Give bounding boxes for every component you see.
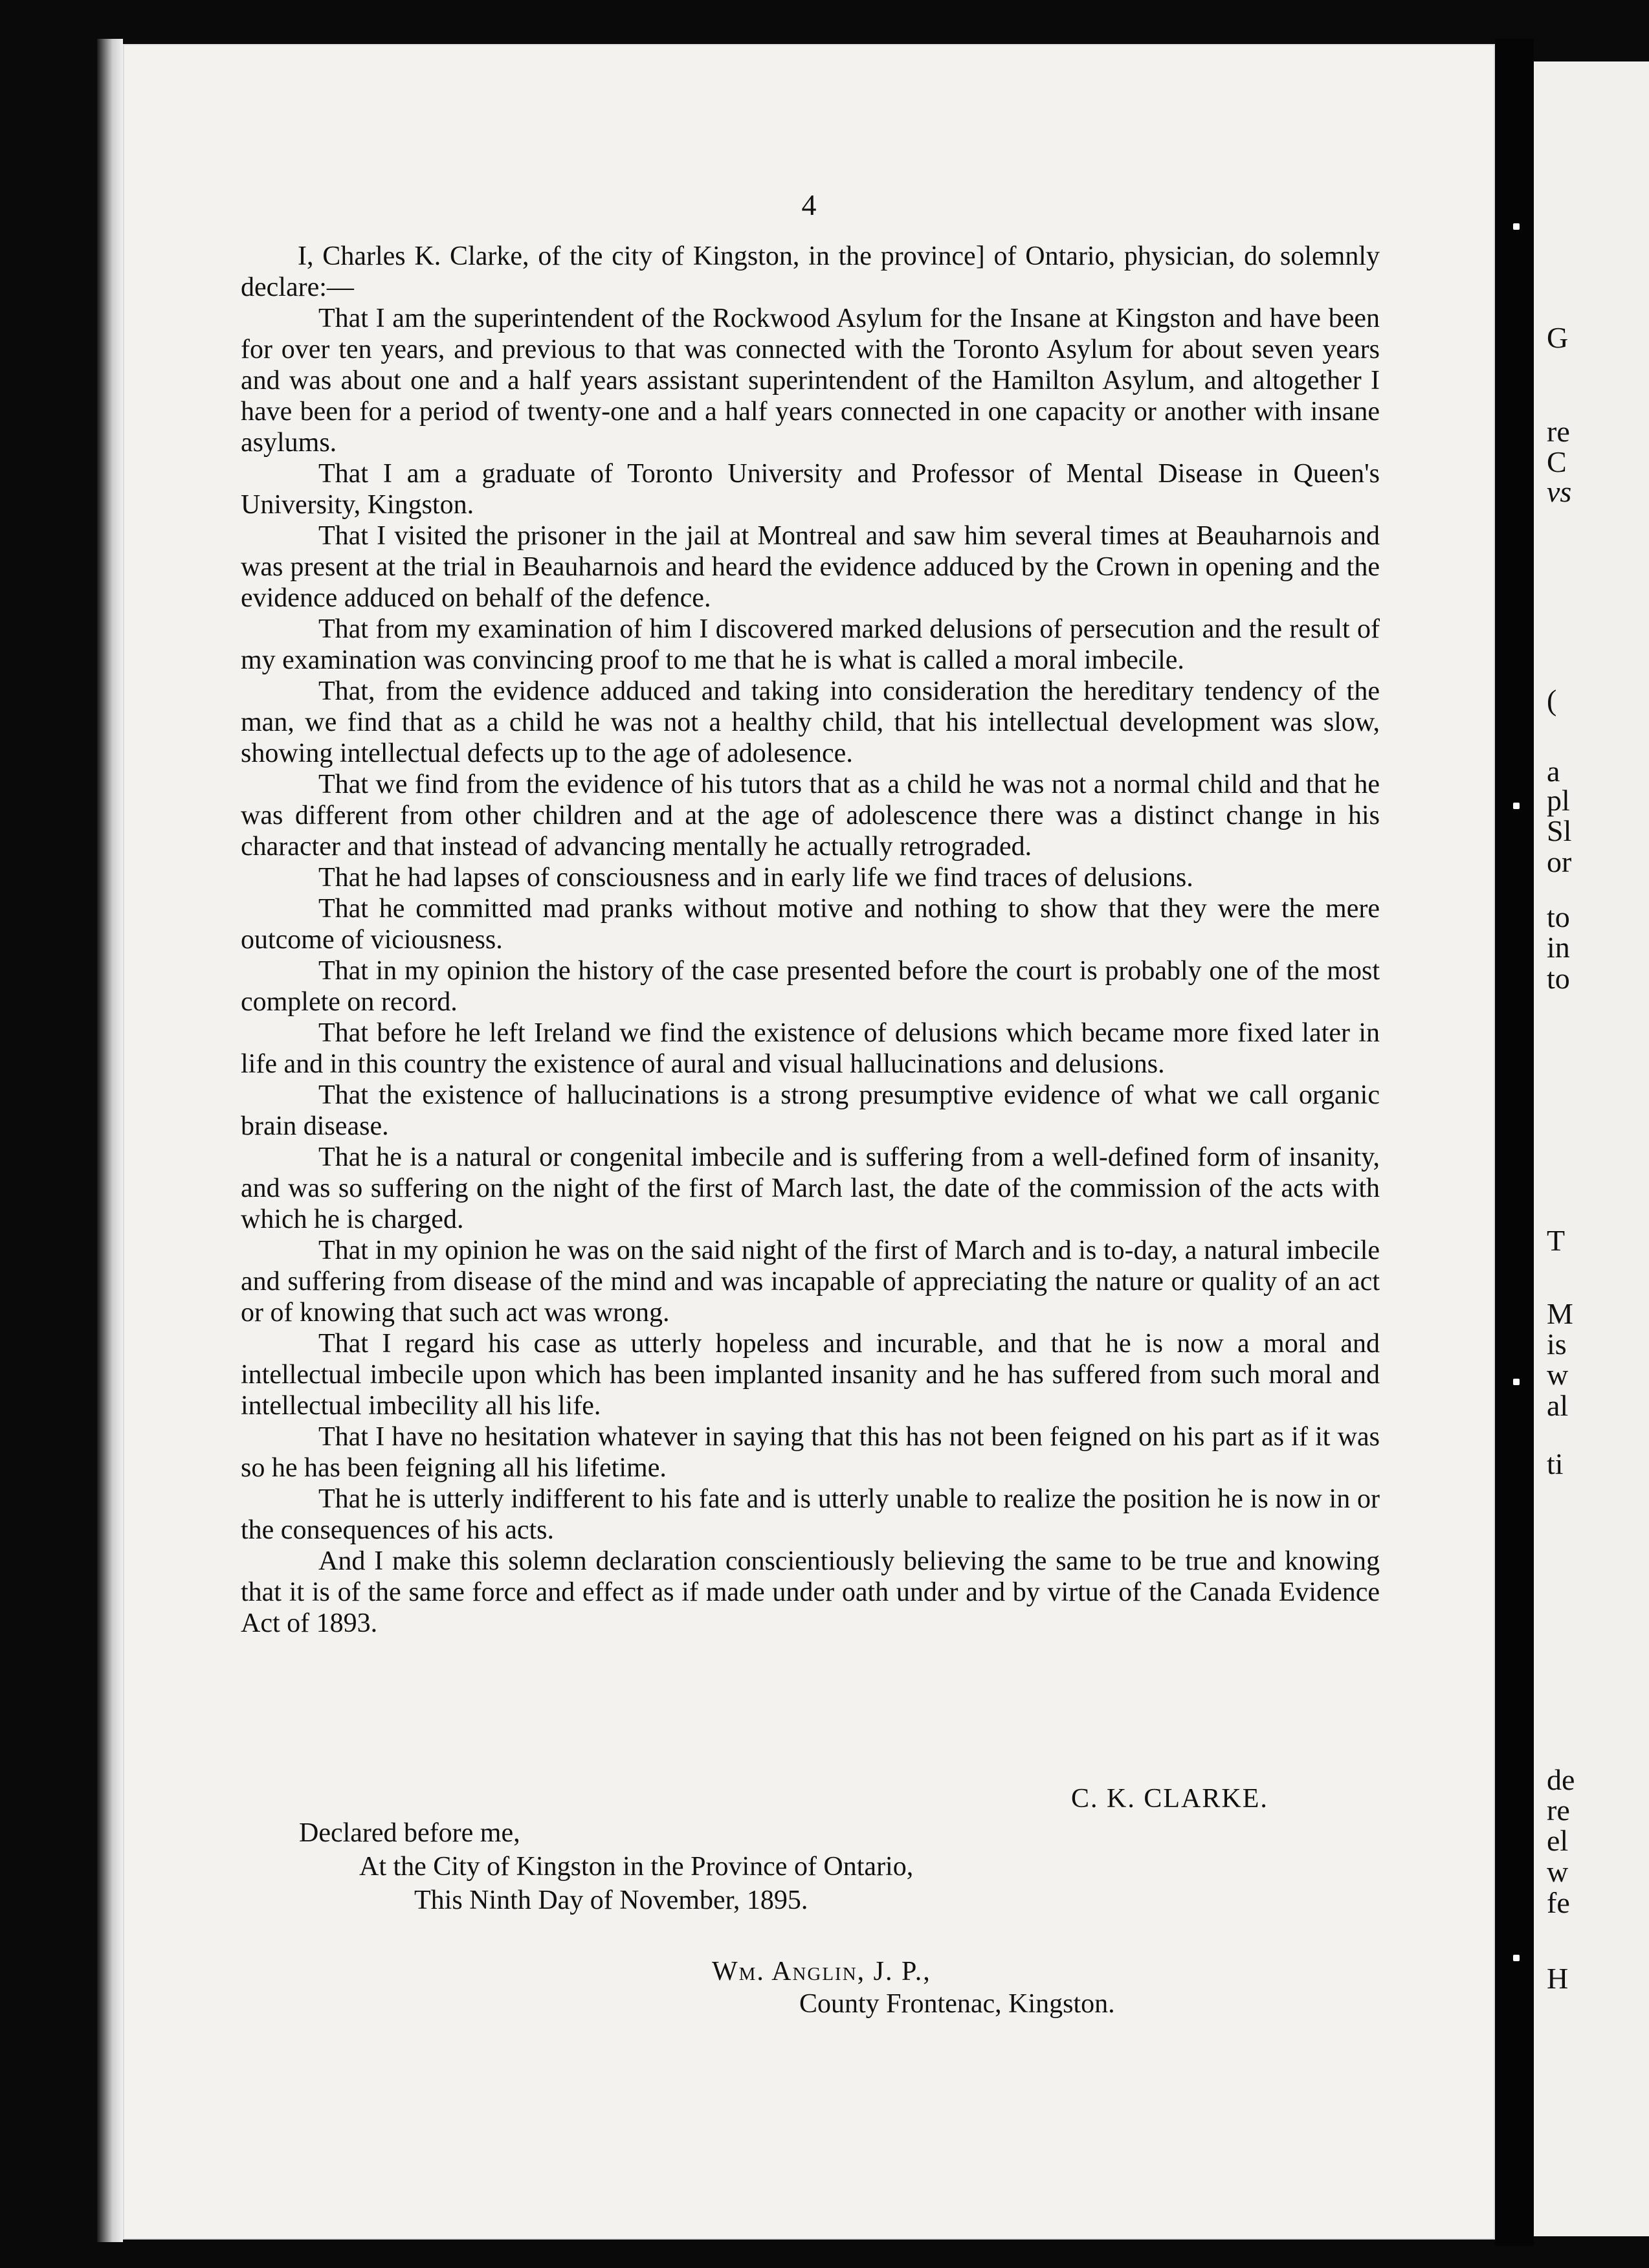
fragment-text: Sl: [1547, 814, 1572, 847]
paragraph: That before he left Ireland we find the existence of delusions which became more fixed later in life and in this country the existence of aural and visual hallucinations and delusions.: [241, 1018, 1380, 1079]
paragraph: That, from the evidence adduced and taking into consideration the hereditary tendency of the man, we find that as a child he was not a healthy child, that his intellectual development was slow, showing intellectual defects up to the age of adolesence.: [241, 676, 1380, 768]
fragment-text: G: [1547, 321, 1569, 354]
fragment-text: a: [1547, 755, 1560, 788]
fragment-text: pl: [1547, 784, 1570, 817]
fragment-text: (: [1547, 684, 1557, 717]
fragment-text: to: [1547, 900, 1570, 933]
paragraph: That I have no hesitation whatever in saying that this has not been feigned on his part as if it was so he has been feigning all his lifetime.: [241, 1422, 1380, 1483]
page-number: 4: [801, 188, 817, 221]
fragment-text: el: [1547, 1824, 1569, 1857]
paragraph: That the existence of hallucinations is a strong presumptive evidence of what we call organic brain disease.: [241, 1080, 1380, 1141]
fragment-text: or: [1547, 845, 1572, 878]
fragment-text: H: [1547, 1962, 1569, 1995]
paragraph: That he had lapses of consciousness and in early life we find traces of delusions.: [318, 863, 1193, 893]
paragraph: That he is a natural or congenital imbecile and is suffering from a well-defined form of insanity, and was so suffering on the night of the first of March last, the date of the commission of the acts with which he is charged.: [241, 1142, 1380, 1234]
adjacent-page-fragment: [1534, 61, 1649, 2236]
paragraph: That we find from the evidence of his tutors that as a child he was not a normal child and that he was different from other children and at the age of adolescence there was a distinct change in his character and that instead of advancing mentally he actually retrograded.: [241, 770, 1380, 862]
fragment-text: re: [1547, 415, 1570, 448]
paragraph: That from my examination of him I discovered marked delusions of persecution and the result of my examination was convincing proof to me that he is what is called a moral imbecile.: [241, 614, 1380, 675]
signature: C. K. CLARKE.: [1071, 1784, 1268, 1814]
fragment-text: to: [1547, 962, 1570, 995]
paragraph: That I am a graduate of Toronto University and Professor of Mental Disease in Queen's University, Kingston.: [241, 459, 1380, 520]
paragraph: That I am the superintendent of the Rockwood Asylum for the Insane at Kingston and have been for over ten years, and previous to that was connected with the Toronto Asylum for about seven years and was about one and a half years assistant superintendent of the Hamilton Asylum, and altogether I have been for a period of twenty-one and a half years connected in one capacity or another with insane asylums.: [241, 304, 1380, 458]
fragment-text: ti: [1547, 1447, 1564, 1480]
paragraph: That in my opinion he was on the said night of the first of March and is to-day, a natural imbecile and suffering from disease of the mind and was incapable of appreciating the nature or quality of an act or of knowing that such act was wrong.: [241, 1236, 1380, 1328]
fragment-text: w: [1547, 1855, 1569, 1888]
paragraph: That I regard his case as utterly hopeless and incurable, and that he is now a moral and intellectual imbecile upon which has been implanted insanity and he has suffered from such moral and intellectual imbecility all his life.: [241, 1329, 1380, 1421]
film-mark: [1513, 803, 1520, 809]
fragment-text: M: [1547, 1297, 1573, 1330]
fragment-text: C: [1547, 445, 1567, 478]
film-mark: [1513, 1955, 1520, 1961]
declaration-body: [241, 241, 1380, 1639]
declared-line-2: At the City of Kingston in the Province of Ontario,: [359, 1852, 914, 1882]
film-mark: [1513, 223, 1520, 230]
paragraph: That he is utterly indifferent to his fate and is utterly unable to realize the position he is now in or the consequences of his acts.: [241, 1484, 1380, 1545]
fragment-text: al: [1547, 1389, 1569, 1422]
fragment-text: de: [1547, 1763, 1575, 1796]
fragment-text: re: [1547, 1794, 1570, 1827]
paragraph: I, Charles K. Clarke, of the city of Kingston, in the province] of Ontario, physician, do solemnly declare:—: [241, 241, 1380, 302]
justice-of-peace-place: County Frontenac, Kingston.: [799, 1989, 1115, 2019]
paragraph: And I make this solemn declaration conscientiously believing the same to be true and knowing that it is of the same force and effect as if made under oath under and by virtue of the Canada Evidence Act of 1893.: [241, 1546, 1380, 1638]
paragraph: That I visited the prisoner in the jail at Montreal and saw him several times at Beauharnois and was present at the trial in Beauharnois and heard the evidence adduced by the Crown in opening and the evidence adduced on behalf of the defence.: [241, 521, 1380, 613]
fragment-text: vs: [1547, 475, 1572, 508]
film-mark: [1513, 1379, 1520, 1385]
fragment-text: is: [1547, 1328, 1567, 1361]
justice-of-peace-name: Wm. Anglin, J. P.,: [712, 1957, 931, 1986]
book-gutter: [1495, 39, 1534, 2246]
paragraph: That in my opinion the history of the case presented before the court is probably one of the most complete on record.: [241, 956, 1380, 1017]
fragment-text: T: [1547, 1224, 1566, 1257]
declared-line-3: This Ninth Day of November, 1895.: [414, 1885, 808, 1915]
declared-line-1: Declared before me,: [299, 1818, 520, 1848]
page-left-edge: [97, 39, 123, 2242]
paragraph: That he committed mad pranks without motive and nothing to show that they were the mere outcome of viciousness.: [241, 894, 1380, 955]
fragment-text: in: [1547, 931, 1570, 964]
fragment-text: w: [1547, 1358, 1569, 1391]
fragment-text: fe: [1547, 1886, 1570, 1919]
